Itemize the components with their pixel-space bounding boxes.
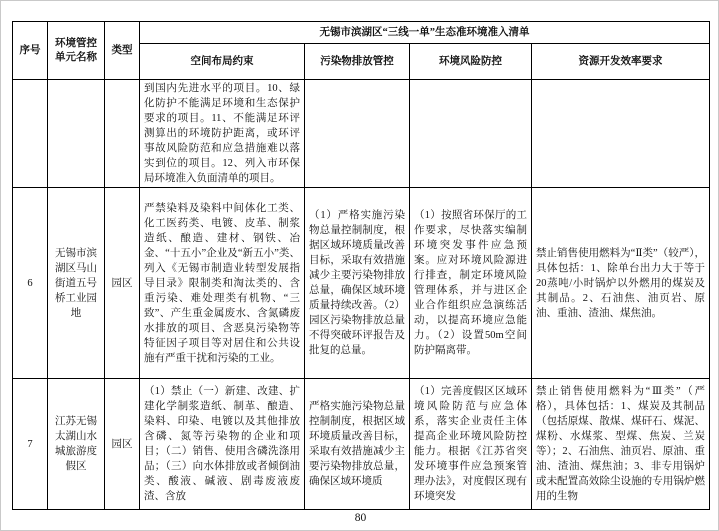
access-list-table — [12, 21, 710, 510]
cell-risk — [410, 80, 532, 188]
cell-seq — [13, 80, 48, 188]
cell-type: 园区 — [105, 379, 140, 510]
header-pollutant: 污染物排放管控 — [305, 44, 410, 80]
cell-pollutant — [305, 80, 410, 188]
cell-resource — [532, 80, 710, 188]
cell-pollutant: 严格实施污染物总量控制制度，根据区域环境质量改善目标，采取有效措施减少主要污染物排放总量，确保区域环境质 — [305, 379, 410, 510]
table-header — [13, 22, 710, 80]
header-spatial: 空间布局约束 — [140, 44, 305, 80]
header-seq: 序号 — [13, 22, 48, 80]
cell-spatial: 严禁染料及染料中间体化工类、化工医药类、电镀、皮革、制浆造纸、酿造、建材、钢铁、冶金、“十五小”企业及“新五小”类、列入《无锡市制造业转型发展指导目录》限制类和淘汰类的、含重污染、难处理类有机物、“三致”、产生重金属废水、含氮磷废水排放的项目、含恶臭污染物等特征因子项目等对居住和公共设施有严重干扰和污染的工业。 — [140, 188, 305, 379]
cell-resource: 禁止销售使用燃料为“Ⅲ类”（严格），具体包括：1、煤炭及其制品（包括原煤、散煤、煤矸石、煤泥、煤粉、水煤浆、型煤、焦炭、兰炭等）；2、石油焦、油页岩、原油、重油、渣油、煤焦油；3、非专用锅炉或未配置高效除尘设施的专用锅炉燃用的生物 — [532, 379, 710, 510]
cell-pollutant: （1）严格实施污染物总量控制制度，根据区域环境质量改善目标，采取有效措施减少主要污染物排放总量，确保区域环境质量持续改善。（2）园区污染物排放总量不得突破环评报告及批复的总量。 — [305, 188, 410, 379]
cell-resource: 禁止销售使用燃料为“Ⅱ类”（较严），具体包括：1、除单台出力大于等于20蒸吨/小时锅炉以外燃用的煤炭及其制品。2、石油焦、油页岩、原油、重油、渣油、煤焦油。 — [532, 188, 710, 379]
table-row-6 — [13, 188, 710, 379]
cell-unit-name — [48, 80, 105, 188]
header-resource: 资源开发效率要求 — [532, 44, 710, 80]
page-number: 80 — [354, 512, 367, 524]
table-title: 无锡市滨湖区“三线一单”生态准环境准入清单 — [140, 22, 710, 44]
cell-risk: （1）按照省环保厅的工作要求，尽快落实编制环境突发事件应急预案。应对环境风险源进行排查，制定环境风险管理体系，并与进区企业合作组织应急演练活动，以提高环境应急能力。（2）设置50m空间防护隔离带。 — [410, 188, 532, 379]
header-type: 类型 — [105, 22, 140, 80]
cell-spatial: （1）禁止（一）新建、改建、扩建化学制浆造纸、制革、酿造、染料、印染、电镀以及其他排放含磷、氮等污染物的企业和项目；（二）销售、使用含磷洗涤用品；（三）向水体排放或者倾倒油类、酸液、碱液、剧毒废液废渣、含放 — [140, 379, 305, 510]
document-page — [12, 21, 709, 510]
cell-unit-name: 无锡市滨湖区马山街道五号桥工业园地 — [48, 188, 105, 379]
cell-risk: （1）完善度假区区域环境风险防范与应急体系，落实企业责任主体提高企业环境风险防控能力。根据《江苏省突发环境事件应急预案管理办法》，对度假区现有环境突发 — [410, 379, 532, 510]
cell-type: 园区 — [105, 188, 140, 379]
cell-seq: 7 — [13, 379, 48, 510]
header-unit-name: 环境管控单元名称 — [48, 22, 105, 80]
cell-seq: 6 — [13, 188, 48, 379]
table-row-continuation — [13, 80, 710, 188]
header-risk: 环境风险防控 — [410, 44, 532, 80]
cell-unit-name: 江苏无锡太湖山水城旅游度假区 — [48, 379, 105, 510]
cell-spatial: 到国内先进水平的项目。10、绿化防护不能满足环境和生态保护要求的项目。11、不能满足环评测算出的环境防护距离，或环评事故风险防范和应急措施难以落实到位的项目。12、列入市环保局环境准入负面清单的项目。 — [140, 80, 305, 188]
cell-type — [105, 80, 140, 188]
table-row-7 — [13, 379, 710, 510]
